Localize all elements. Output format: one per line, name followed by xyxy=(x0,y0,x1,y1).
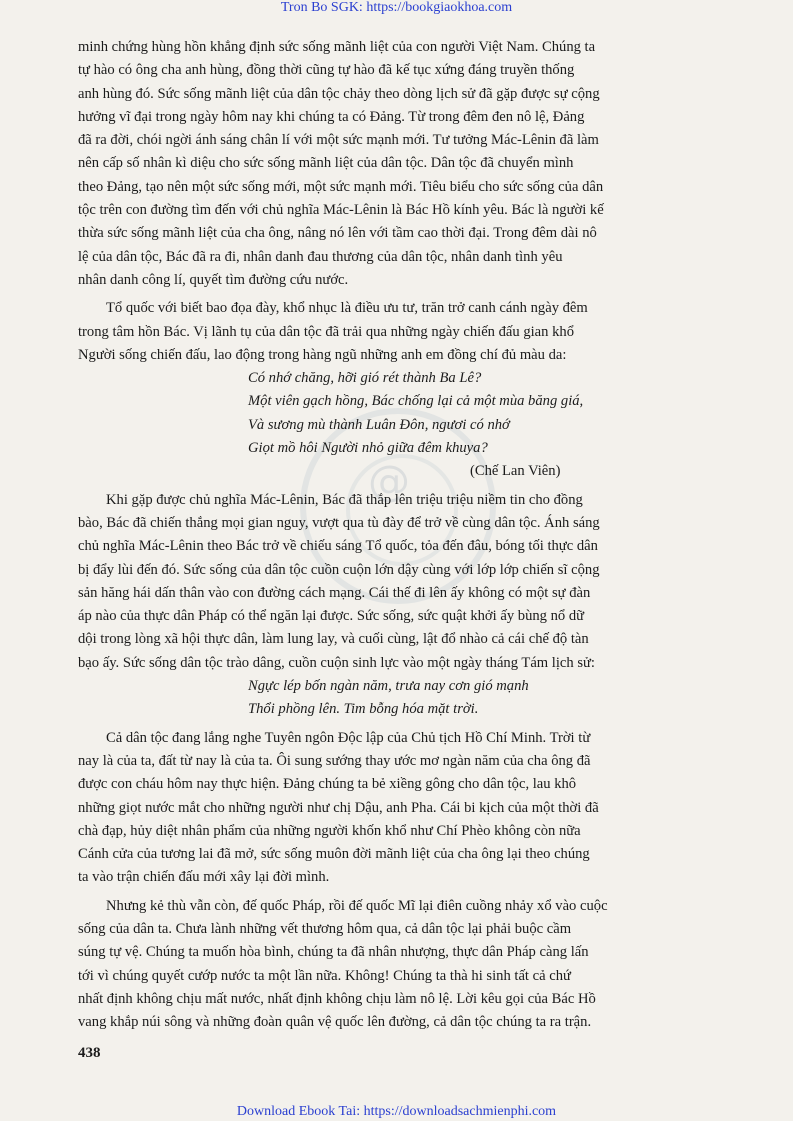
poem-line: Giọt mồ hôi Người nhỏ giữa đêm khuya? xyxy=(248,440,488,457)
text-line: được con cháu hôm nay thực hiện. Đảng chúng ta bẻ xiềng gông cho dân tộc, lau khô xyxy=(78,776,577,793)
text-line: sống của dân ta. Chưa lành những vết thương hôm qua, cả dân tộc lại phải buộc cầm xyxy=(78,920,572,937)
footer-link[interactable]: Download Ebook Tai: https://downloadsachmienphi.com xyxy=(236,1104,557,1119)
text-line: Cả dân tộc đang lắng nghe Tuyên ngôn Độc lập của Chủ tịch Hồ Chí Minh. Trời từ xyxy=(106,729,591,746)
text-line: anh hùng đó. Sức sống mãnh liệt của dân tộc chảy theo dòng lịch sử đã gặp được sự cộng xyxy=(78,85,600,102)
text-line: Khi gặp được chủ nghĩa Mác-Lênin, Bác đã thắp lên triệu triệu niềm tin cho đồng xyxy=(106,491,583,508)
poem-attribution: (Chế Lan Viên) xyxy=(470,463,561,480)
text-line: tộc trên con đường tìm đến với chủ nghĩa Mác-Lênin là Bác Hồ kính yêu. Bác là người kế xyxy=(78,202,604,219)
poem-line: Một viên gạch hồng, Bác chống lại cả một mùa băng giá, xyxy=(248,393,584,410)
poem-line: Thổi phồng lên. Tim bỗng hóa mặt trời. xyxy=(248,701,479,718)
text-line: Tổ quốc với biết bao đọa đày, khổ nhục là điều ưu tư, trăn trở canh cánh ngày đêm xyxy=(106,300,588,317)
text-line: chủ nghĩa Mác-Lênin theo Bác trở về chiếu sáng Tổ quốc, tỏa đến đâu, bóng tối thực dân xyxy=(78,538,598,555)
poem-line: Ngực lép bốn ngàn năm, trưa nay cơn gió mạnh xyxy=(248,678,529,695)
header-link[interactable]: Tron Bo SGK: https://bookgiaokhoa.com xyxy=(280,0,513,15)
paragraph-2 xyxy=(78,297,734,367)
text-line: những giọt nước mắt cho những người như chị Dậu, anh Pha. Cái bi kịch của một thời đã xyxy=(78,799,599,816)
text-line: nhất định không chịu mất nước, nhất định không chịu làm nô lệ. Lời kêu gọi của Bác Hồ xyxy=(78,990,596,1007)
text-line: bào, Bác đã chiến thắng mọi gian nguy, vượt qua tù đày để trở về cùng dân tộc. Ánh sáng xyxy=(78,514,600,531)
text-line: ta vào trận chiến đấu mới xây lại đời mình. xyxy=(78,869,330,886)
text-line: súng tự vệ. Chúng ta muốn hòa bình, chúng ta đã nhân nhượng, thực dân Pháp càng lấn xyxy=(78,944,589,961)
body-text xyxy=(78,36,734,1034)
text-line: minh chứng hùng hồn khẳng định sức sống mãnh liệt của con người Việt Nam. Chúng ta xyxy=(78,39,596,55)
poem-2 xyxy=(78,675,734,722)
page-number: 438 xyxy=(78,1045,101,1061)
text-line: Người sống chiến đấu, lao động trong hàng ngũ những anh em đồng chí đủ màu da: xyxy=(78,346,567,363)
text-line: tự hào có ông cha anh hùng, đồng thời cũng tự hào đã kế tục xứng đáng truyền thống xyxy=(78,62,575,79)
text-line: chà đạp, hủy diệt nhân phẩm của những người khốn khổ như Chí Phèo không còn nữa xyxy=(78,822,581,839)
text-line: theo Đảng, tạo nên một sức sống mới, một sức mạnh mới. Tiêu biểu cho sức sống của dân xyxy=(78,178,604,195)
text-line: tới vì chúng quyết cướp nước ta một lần nữa. Không! Chúng ta thà hi sinh tất cả chứ xyxy=(78,967,571,984)
paragraph-1 xyxy=(78,36,734,292)
text-line: hưởng vĩ đại trong ngày hôm nay khi chúng ta có Đảng. Từ trong đêm đen nô lệ, Đảng xyxy=(78,108,585,125)
text-line: Cánh cửa của tương lai đã mở, sức sống muôn đời mãnh liệt của cha ông lại theo chúng xyxy=(78,846,590,863)
text-line: áp nào của thực dân Pháp có thể ngăn lại được. Sức sống, sức quật khởi ấy bùng nổ dữ xyxy=(78,608,585,625)
poem-1 xyxy=(78,367,734,483)
text-line: nay là của ta, đất từ nay là của ta. Ôi sung sướng thay ước mơ ngàn năm của cha ông đã xyxy=(78,752,591,769)
text-line: trong tâm hồn Bác. Vị lãnh tụ của dân tộc đã trải qua những ngày chiến đấu gian khổ xyxy=(78,323,574,340)
paragraph-5 xyxy=(78,895,734,1035)
watermark-at-icon: @ xyxy=(368,456,410,505)
paragraph-4 xyxy=(78,727,734,890)
text-line: bị đẩy lùi đến đó. Sức sống của dân tộc cuồn cuộn lớn dậy cùng với lớp lớp chiến sĩ cộng xyxy=(78,561,600,578)
poem-line: Và sương mù thành Luân Đôn, ngươi có nhớ xyxy=(248,416,510,433)
poem-line: Có nhớ chăng, hỡi gió rét thành Ba Lê? xyxy=(248,370,482,387)
text-line: lệ của dân tộc, Bác đã ra đi, nhân danh đau thương của dân tộc, nhân danh tình yêu xyxy=(78,248,563,265)
text-line: sản hăng hái dấn thân vào con đường cách mạng. Cái thế đi lên ấy không có một sự đàn xyxy=(78,584,591,601)
text-line: dội trong lòng xã hội thực dân, làm lung lay, và cuối cùng, lật đổ nhào cả cái chế độ tàn xyxy=(78,631,589,648)
text-line: đã ra đời, chói ngời ánh sáng chân lí với một sức mạnh mới. Tư tưởng Mác-Lênin đã làm xyxy=(78,132,599,149)
text-line: bạo ấy. Sức sống dân tộc trào dâng, cuồn cuộn sinh lực vào một ngày tháng Tám lịch sử: xyxy=(78,654,595,671)
text-line: Nhưng kẻ thù vẫn còn, đế quốc Pháp, rồi đế quốc Mĩ lại điên cuồng nhảy xổ vào cuộc xyxy=(106,897,608,914)
text-line: nhân danh công lí, quyết tìm đường cứu nước. xyxy=(78,271,349,288)
text-line: thừa sức sống mãnh liệt của cha ông, nâng nó lên với tầm cao thời đại. Trong đêm dài nô xyxy=(78,225,597,242)
text-line: vang khắp núi sông và những đoàn quân vệ quốc lên đường, cả dân tộc chúng ta ra trận. xyxy=(78,1014,592,1031)
text-line: nên cấp số nhân kì diệu cho sức sống mãnh liệt của dân tộc. Dân tộc đã chuyển mình xyxy=(78,155,574,172)
paragraph-3 xyxy=(78,489,734,675)
